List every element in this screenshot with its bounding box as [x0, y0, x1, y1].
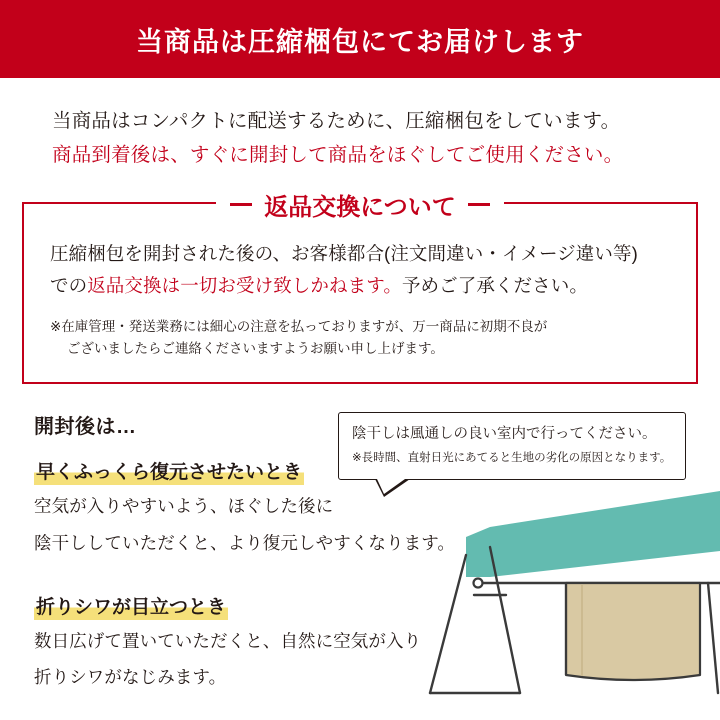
intro-line-1: 当商品はコンパクトに配送するために、圧縮梱包をしています。 [52, 110, 621, 132]
return-note [50, 316, 670, 361]
return-exchange-title-wrap [24, 187, 696, 222]
tip-1-line-1: 空気が入りやすいよう、ほぐした後に [34, 496, 334, 517]
bubble-line-1: 陰干しは風通しの良い室内で行ってください。 [352, 426, 657, 443]
return-exchange-box [22, 194, 698, 384]
bubble-line-2: ※長時間、直射日光にあてると生地の劣化の原因となります。 [352, 452, 672, 465]
dash-right-icon [468, 203, 490, 206]
dash-left-icon [230, 203, 252, 206]
tip-1-heading: 早くふっくら復元させたいとき [34, 457, 304, 485]
return-exchange-title: 返品交換について [264, 194, 456, 222]
after-open-title: 開封後は… [34, 416, 137, 439]
tip-2-heading: 折りシワが目立つとき [34, 592, 228, 620]
return-line-1: 圧縮梱包を開封された後の、お客様都合(注文間違い・イメージ違い等) [50, 243, 638, 265]
tip-2-line-2: 折りシワがなじみます。 [34, 666, 227, 687]
return-line-2 [50, 270, 670, 302]
after-open-section [0, 410, 720, 700]
intro-section [0, 78, 720, 176]
tip-1-line-2: 陰干ししていただくと、より復元しやすくなります。 [34, 532, 455, 553]
return-exchange-title-group [216, 187, 504, 222]
header-banner [0, 0, 720, 78]
return-line-2-pre: での [50, 275, 88, 297]
intro-line-2: 商品到着後は、すぐに開封して商品をほぐしてご使用ください。 [52, 144, 624, 167]
tip-2-line-1: 数日広げて置いていただくと、自然に空気が入り [34, 630, 422, 651]
return-note-line-1: ※在庫管理・発送業務には細心の注意を払っておりますが、万一商品に初期不良が [50, 318, 548, 334]
return-line-2-emphasis: 返品交換は一切お受け致しかねます。 [87, 275, 402, 297]
page-title: 当商品は圧縮梱包にてお届けします [136, 26, 584, 57]
return-line-2-post: 予めご了承ください。 [401, 275, 588, 297]
futon-drying-on-rack-illustration [370, 485, 720, 700]
tip-callout-bubble [338, 412, 686, 479]
return-note-line-2: ございましたらご連絡くださいますようお願い申し上げます。 [67, 341, 444, 357]
